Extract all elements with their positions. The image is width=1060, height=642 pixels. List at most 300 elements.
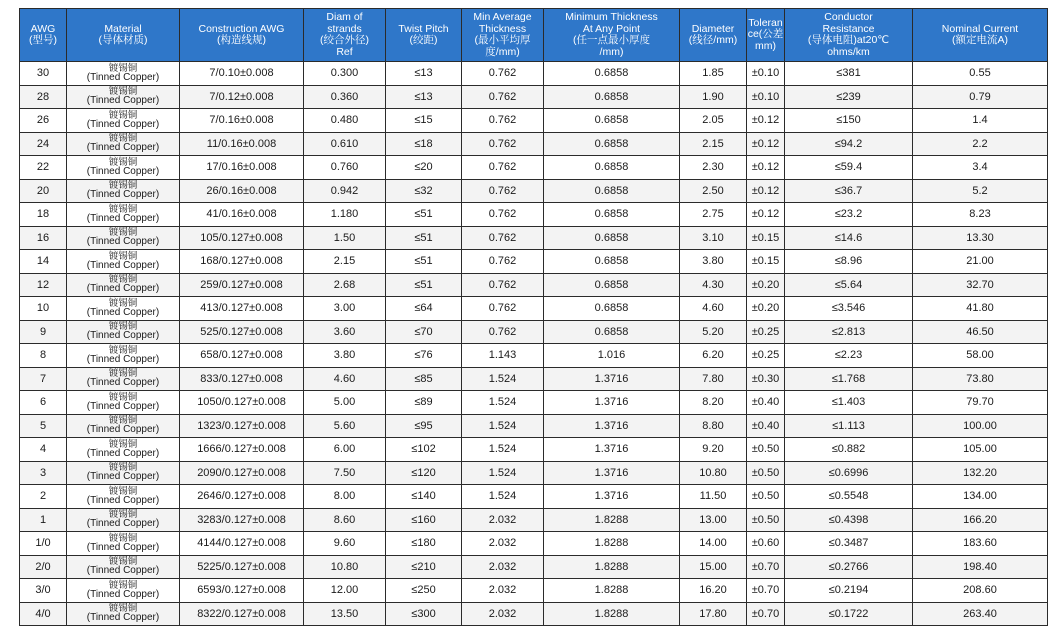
cell-material	[67, 391, 180, 415]
cell-strand-diameter: 1.50	[304, 226, 386, 250]
cell-construction: 105/0.127±0.008	[180, 226, 304, 250]
cell-awg: 1	[20, 508, 67, 532]
cell-material	[67, 320, 180, 344]
cell-tolerance: ±0.12	[747, 203, 785, 227]
header-strand-diameter	[304, 9, 386, 62]
material-english-label: (Tinned Copper)	[86, 612, 160, 623]
cell-construction: 413/0.127±0.008	[180, 297, 304, 321]
header-line: (最小平均厚	[474, 34, 531, 46]
cell-min-thickness-any-point: 1.8288	[544, 579, 680, 603]
material-chinese-label: 镀锡铜	[108, 180, 138, 191]
cell-min-average-thickness: 0.762	[462, 273, 544, 297]
cell-min-average-thickness: 0.762	[462, 297, 544, 321]
cell-construction: 11/0.16±0.008	[180, 132, 304, 156]
cell-strand-diameter: 8.00	[304, 485, 386, 509]
cell-min-thickness-any-point: 1.8288	[544, 602, 680, 626]
cell-twist-pitch: ≤95	[386, 414, 462, 438]
cell-nominal-current: 208.60	[913, 579, 1048, 603]
cell-min-average-thickness: 0.762	[462, 156, 544, 180]
header-awg	[20, 9, 67, 62]
header-line: (线径/mm)	[688, 34, 738, 46]
table-row	[20, 367, 1048, 391]
cell-material	[67, 461, 180, 485]
cell-conductor-resistance: ≤2.813	[785, 320, 913, 344]
table-row	[20, 461, 1048, 485]
cell-min-average-thickness: 0.762	[462, 226, 544, 250]
material-chinese-label: 镀锡铜	[108, 203, 138, 215]
cell-strand-diameter: 1.180	[304, 203, 386, 227]
material-chinese-label: 镀锡铜	[108, 462, 138, 473]
material-chinese-label: 镀锡铜	[108, 415, 138, 426]
material-english-label: (Tinned Copper)	[86, 236, 160, 247]
cell-conductor-resistance: ≤1.403	[785, 391, 913, 415]
cell-min-average-thickness: 0.762	[462, 179, 544, 203]
cell-tolerance: ±0.10	[747, 85, 785, 109]
cell-awg: 3	[20, 461, 67, 485]
cell-nominal-current: 263.40	[913, 602, 1048, 626]
material-english-label: (Tinned Copper)	[86, 283, 160, 294]
cell-strand-diameter: 10.80	[304, 555, 386, 579]
material-english-label: (Tinned Copper)	[86, 447, 160, 459]
table-row	[20, 555, 1048, 579]
material-chinese-label: 镀锡铜	[108, 603, 138, 614]
cell-min-average-thickness: 1.524	[462, 367, 544, 391]
cell-material	[67, 85, 180, 109]
material-chinese-label: 镀锡铜	[108, 556, 138, 567]
cell-construction: 17/0.16±0.008	[180, 156, 304, 180]
cell-awg: 4	[20, 438, 67, 462]
header-line: ce(公差	[747, 28, 784, 41]
cell-twist-pitch: ≤76	[386, 344, 462, 368]
cell-diameter: 4.60	[680, 297, 747, 321]
table-row	[20, 602, 1048, 626]
cell-conductor-resistance: ≤150	[785, 109, 913, 133]
table-row	[20, 85, 1048, 109]
cell-min-thickness-any-point: 0.6858	[544, 273, 680, 297]
header-line: Minimum Thickness	[565, 11, 658, 23]
cell-awg: 20	[20, 179, 67, 203]
cell-min-average-thickness: 2.032	[462, 579, 544, 603]
cell-diameter: 13.00	[680, 508, 747, 532]
header-line: Construction AWG	[198, 22, 285, 35]
material-chinese-label: 镀锡铜	[108, 156, 138, 168]
table-row	[20, 273, 1048, 297]
cell-nominal-current: 100.00	[913, 414, 1048, 438]
cell-construction: 2646/0.127±0.008	[180, 485, 304, 509]
cell-conductor-resistance: ≤5.64	[785, 273, 913, 297]
material-english-label: (Tinned Copper)	[86, 189, 160, 200]
cell-strand-diameter: 6.00	[304, 438, 386, 462]
cell-tolerance: ±0.40	[747, 414, 785, 438]
table-row	[20, 109, 1048, 133]
cell-strand-diameter: 0.300	[304, 62, 386, 86]
cell-awg: 4/0	[20, 602, 67, 626]
material-chinese-label: 镀锡铜	[108, 109, 138, 121]
cell-twist-pitch: ≤20	[386, 156, 462, 180]
table-row	[20, 297, 1048, 321]
cell-material	[67, 344, 180, 368]
cell-nominal-current: 105.00	[913, 438, 1048, 462]
cell-twist-pitch: ≤64	[386, 297, 462, 321]
header-line: (任一点最小厚度	[573, 34, 650, 46]
cell-twist-pitch: ≤13	[386, 62, 462, 86]
cell-diameter: 5.20	[680, 320, 747, 344]
cell-construction: 1666/0.127±0.008	[180, 438, 304, 462]
cell-material	[67, 226, 180, 250]
cell-conductor-resistance: ≤0.2194	[785, 579, 913, 603]
cell-strand-diameter: 3.00	[304, 297, 386, 321]
cell-nominal-current: 3.4	[913, 156, 1048, 180]
cell-tolerance: ±0.10	[747, 62, 785, 86]
table-body	[20, 62, 1048, 626]
cell-material	[67, 532, 180, 556]
cell-min-thickness-any-point: 0.6858	[544, 297, 680, 321]
header-line: Resistance	[822, 22, 875, 35]
header-line: (导体电阻)at20℃	[807, 34, 890, 46]
cell-construction: 525/0.127±0.008	[180, 320, 304, 344]
table-row	[20, 250, 1048, 274]
cell-diameter: 9.20	[680, 438, 747, 462]
material-english-label: (Tinned Copper)	[86, 259, 160, 271]
cell-diameter: 3.80	[680, 250, 747, 274]
cell-strand-diameter: 5.60	[304, 414, 386, 438]
cell-tolerance: ±0.40	[747, 391, 785, 415]
cell-awg: 22	[20, 156, 67, 180]
cell-tolerance: ±0.50	[747, 508, 785, 532]
material-english-label: (Tinned Copper)	[86, 494, 160, 506]
cell-strand-diameter: 2.15	[304, 250, 386, 274]
material-english-label: (Tinned Copper)	[86, 165, 160, 177]
cell-diameter: 8.20	[680, 391, 747, 415]
cell-strand-diameter: 13.50	[304, 602, 386, 626]
cell-awg: 10	[20, 297, 67, 321]
material-chinese-label: 镀锡铜	[108, 368, 138, 379]
cell-construction: 7/0.16±0.008	[180, 109, 304, 133]
cell-tolerance: ±0.70	[747, 555, 785, 579]
cell-conductor-resistance: ≤2.23	[785, 344, 913, 368]
cell-tolerance: ±0.70	[747, 602, 785, 626]
cell-min-average-thickness: 1.524	[462, 414, 544, 438]
cell-nominal-current: 32.70	[913, 273, 1048, 297]
cell-awg: 2	[20, 485, 67, 509]
cell-diameter: 2.50	[680, 179, 747, 203]
cell-material	[67, 438, 180, 462]
header-line: (绞距)	[409, 34, 438, 46]
table-row	[20, 532, 1048, 556]
cell-diameter: 11.50	[680, 485, 747, 509]
material-chinese-label: 镀锡铜	[108, 344, 138, 356]
cell-awg: 12	[20, 273, 67, 297]
cell-twist-pitch: ≤15	[386, 109, 462, 133]
cell-nominal-current: 166.20	[913, 508, 1048, 532]
cell-conductor-resistance: ≤3.546	[785, 297, 913, 321]
header-line: strands	[327, 22, 362, 35]
cell-min-thickness-any-point: 1.8288	[544, 508, 680, 532]
cell-twist-pitch: ≤32	[386, 179, 462, 203]
material-english-label: (Tinned Copper)	[86, 588, 160, 600]
cell-material	[67, 508, 180, 532]
cell-min-average-thickness: 0.762	[462, 203, 544, 227]
cell-diameter: 17.80	[680, 602, 747, 626]
table-row	[20, 579, 1048, 603]
material-chinese-label: 镀锡铜	[108, 509, 138, 520]
cell-tolerance: ±0.12	[747, 156, 785, 180]
cell-tolerance: ±0.12	[747, 132, 785, 156]
cell-conductor-resistance: ≤0.882	[785, 438, 913, 462]
cell-awg: 26	[20, 109, 67, 133]
header-material	[67, 9, 180, 62]
header-line: Diam of	[326, 11, 363, 23]
cell-tolerance: ±0.12	[747, 179, 785, 203]
cell-construction: 2090/0.127±0.008	[180, 461, 304, 485]
cell-strand-diameter: 5.00	[304, 391, 386, 415]
cell-min-average-thickness: 2.032	[462, 555, 544, 579]
cell-material	[67, 156, 180, 180]
cell-awg: 5	[20, 414, 67, 438]
cell-min-average-thickness: 0.762	[462, 132, 544, 156]
cell-min-thickness-any-point: 1.8288	[544, 532, 680, 556]
cell-diameter: 2.30	[680, 156, 747, 180]
cell-twist-pitch: ≤51	[386, 273, 462, 297]
cell-nominal-current: 1.4	[913, 109, 1048, 133]
cell-awg: 18	[20, 203, 67, 227]
cell-tolerance: ±0.70	[747, 579, 785, 603]
material-english-label: (Tinned Copper)	[86, 71, 160, 83]
cell-diameter: 15.00	[680, 555, 747, 579]
header-line: 度/mm)	[485, 45, 520, 58]
table-row	[20, 226, 1048, 250]
cell-diameter: 1.85	[680, 62, 747, 86]
cell-nominal-current: 73.80	[913, 367, 1048, 391]
header-min-average-thickness	[462, 9, 544, 62]
cell-diameter: 6.20	[680, 344, 747, 368]
header-line: Diameter	[691, 22, 735, 35]
cell-construction: 5225/0.127±0.008	[180, 555, 304, 579]
header-min-thickness-any-point	[544, 9, 680, 62]
header-construction	[180, 9, 304, 62]
header-line: Thickness	[478, 22, 527, 35]
cell-min-thickness-any-point: 0.6858	[544, 62, 680, 86]
cell-conductor-resistance: ≤14.6	[785, 226, 913, 250]
cell-min-thickness-any-point: 0.6858	[544, 85, 680, 109]
cell-min-thickness-any-point: 0.6858	[544, 250, 680, 274]
header-line: Toleran	[748, 16, 783, 29]
cell-conductor-resistance: ≤0.5548	[785, 485, 913, 509]
cell-awg: 14	[20, 250, 67, 274]
cell-nominal-current: 21.00	[913, 250, 1048, 274]
cell-tolerance: ±0.25	[747, 320, 785, 344]
cell-conductor-resistance: ≤0.4398	[785, 508, 913, 532]
cell-min-thickness-any-point: 0.6858	[544, 156, 680, 180]
cell-twist-pitch: ≤180	[386, 532, 462, 556]
cell-nominal-current: 134.00	[913, 485, 1048, 509]
cell-min-average-thickness: 2.032	[462, 602, 544, 626]
cell-strand-diameter: 3.80	[304, 344, 386, 368]
table-row	[20, 132, 1048, 156]
table-row	[20, 156, 1048, 180]
cell-material	[67, 297, 180, 321]
header-line: (绞合外径)	[320, 34, 369, 46]
cell-tolerance: ±0.50	[747, 485, 785, 509]
header-diameter	[680, 9, 747, 62]
cell-nominal-current: 46.50	[913, 320, 1048, 344]
cell-twist-pitch: ≤13	[386, 85, 462, 109]
cell-conductor-resistance: ≤94.2	[785, 132, 913, 156]
cell-twist-pitch: ≤120	[386, 461, 462, 485]
cell-conductor-resistance: ≤36.7	[785, 179, 913, 203]
cell-strand-diameter: 0.760	[304, 156, 386, 180]
cell-twist-pitch: ≤140	[386, 485, 462, 509]
cell-min-thickness-any-point: 0.6858	[544, 203, 680, 227]
cell-twist-pitch: ≤18	[386, 132, 462, 156]
material-chinese-label: 镀锡铜	[108, 133, 138, 144]
cell-twist-pitch: ≤300	[386, 602, 462, 626]
material-english-label: (Tinned Copper)	[86, 518, 160, 529]
header-tolerance	[747, 9, 785, 62]
cell-material	[67, 203, 180, 227]
material-chinese-label: 镀锡铜	[108, 321, 138, 332]
cell-nominal-current: 41.80	[913, 297, 1048, 321]
cell-tolerance: ±0.20	[747, 297, 785, 321]
material-chinese-label: 镀锡铜	[108, 438, 138, 450]
cell-min-thickness-any-point: 1.3716	[544, 461, 680, 485]
table-row	[20, 203, 1048, 227]
cell-min-average-thickness: 2.032	[462, 508, 544, 532]
cell-tolerance: ±0.25	[747, 344, 785, 368]
cell-nominal-current: 0.79	[913, 85, 1048, 109]
cell-material	[67, 250, 180, 274]
cell-awg: 8	[20, 344, 67, 368]
header-line: Conductor	[824, 11, 873, 23]
cell-nominal-current: 8.23	[913, 203, 1048, 227]
cell-tolerance: ±0.50	[747, 438, 785, 462]
material-chinese-label: 镀锡铜	[108, 274, 138, 285]
spec-table-container	[19, 8, 1048, 626]
cell-tolerance: ±0.15	[747, 250, 785, 274]
header-line: /mm)	[599, 45, 624, 58]
cell-diameter: 8.80	[680, 414, 747, 438]
cell-min-thickness-any-point: 1.3716	[544, 485, 680, 509]
cell-min-thickness-any-point: 1.3716	[544, 391, 680, 415]
material-english-label: (Tinned Copper)	[86, 565, 160, 576]
cell-diameter: 16.20	[680, 579, 747, 603]
cell-min-average-thickness: 1.524	[462, 485, 544, 509]
header-line: mm)	[755, 39, 776, 52]
table-row	[20, 485, 1048, 509]
material-english-label: (Tinned Copper)	[86, 306, 160, 318]
header-line: (型号)	[29, 34, 57, 46]
cell-construction: 4144/0.127±0.008	[180, 532, 304, 556]
cell-min-average-thickness: 2.032	[462, 532, 544, 556]
cell-twist-pitch: ≤70	[386, 320, 462, 344]
table-row	[20, 391, 1048, 415]
cell-diameter: 14.00	[680, 532, 747, 556]
cell-material	[67, 555, 180, 579]
cell-diameter: 2.75	[680, 203, 747, 227]
cell-strand-diameter: 3.60	[304, 320, 386, 344]
material-chinese-label: 镀锡铜	[108, 86, 138, 97]
cell-min-average-thickness: 1.524	[462, 438, 544, 462]
cell-material	[67, 602, 180, 626]
cell-nominal-current: 0.55	[913, 62, 1048, 86]
cell-min-thickness-any-point: 1.8288	[544, 555, 680, 579]
cell-nominal-current: 79.70	[913, 391, 1048, 415]
table-row	[20, 320, 1048, 344]
header-line: ohms/km	[827, 45, 870, 58]
cell-twist-pitch: ≤89	[386, 391, 462, 415]
header-line: (额定电流A)	[952, 34, 1008, 46]
material-english-label: (Tinned Copper)	[86, 95, 160, 106]
cell-awg: 16	[20, 226, 67, 250]
cell-conductor-resistance: ≤59.4	[785, 156, 913, 180]
cell-conductor-resistance: ≤239	[785, 85, 913, 109]
cell-construction: 168/0.127±0.008	[180, 250, 304, 274]
cell-construction: 7/0.12±0.008	[180, 85, 304, 109]
cell-conductor-resistance: ≤0.1722	[785, 602, 913, 626]
cell-min-average-thickness: 1.143	[462, 344, 544, 368]
cell-conductor-resistance: ≤23.2	[785, 203, 913, 227]
cell-twist-pitch: ≤210	[386, 555, 462, 579]
cell-min-thickness-any-point: 0.6858	[544, 132, 680, 156]
cell-nominal-current: 2.2	[913, 132, 1048, 156]
cell-material	[67, 62, 180, 86]
material-english-label: (Tinned Copper)	[86, 330, 160, 341]
cell-construction: 658/0.127±0.008	[180, 344, 304, 368]
table-row	[20, 179, 1048, 203]
cell-twist-pitch: ≤250	[386, 579, 462, 603]
table-row	[20, 438, 1048, 462]
cell-min-thickness-any-point: 1.3716	[544, 367, 680, 391]
cell-conductor-resistance: ≤1.113	[785, 414, 913, 438]
header-conductor-resistance	[785, 9, 913, 62]
cell-awg: 6	[20, 391, 67, 415]
cell-material	[67, 273, 180, 297]
cell-construction: 6593/0.127±0.008	[180, 579, 304, 603]
header-line: Nominal Current	[941, 22, 1019, 35]
cell-min-thickness-any-point: 0.6858	[544, 109, 680, 133]
cell-min-average-thickness: 0.762	[462, 109, 544, 133]
cell-nominal-current: 5.2	[913, 179, 1048, 203]
header-twist-pitch	[386, 9, 462, 62]
header-line: Twist Pitch	[398, 22, 449, 35]
cell-strand-diameter: 8.60	[304, 508, 386, 532]
table-row	[20, 344, 1048, 368]
cell-min-average-thickness: 1.524	[462, 391, 544, 415]
cell-tolerance: ±0.20	[747, 273, 785, 297]
cell-min-thickness-any-point: 0.6858	[544, 226, 680, 250]
cell-construction: 1050/0.127±0.008	[180, 391, 304, 415]
table-row	[20, 414, 1048, 438]
cell-awg: 28	[20, 85, 67, 109]
cell-awg: 30	[20, 62, 67, 86]
cell-conductor-resistance: ≤381	[785, 62, 913, 86]
material-english-label: (Tinned Copper)	[86, 541, 160, 553]
header-line: Material	[104, 22, 142, 35]
cell-construction: 7/0.10±0.008	[180, 62, 304, 86]
cell-strand-diameter: 2.68	[304, 273, 386, 297]
cell-awg: 3/0	[20, 579, 67, 603]
cell-diameter: 10.80	[680, 461, 747, 485]
cell-strand-diameter: 9.60	[304, 532, 386, 556]
cell-construction: 8322/0.127±0.008	[180, 602, 304, 626]
cell-conductor-resistance: ≤0.3487	[785, 532, 913, 556]
material-english-label: (Tinned Copper)	[86, 377, 160, 388]
cell-strand-diameter: 12.00	[304, 579, 386, 603]
material-chinese-label: 镀锡铜	[108, 227, 138, 238]
cell-tolerance: ±0.50	[747, 461, 785, 485]
cell-min-thickness-any-point: 1.3716	[544, 414, 680, 438]
cell-nominal-current: 13.30	[913, 226, 1048, 250]
